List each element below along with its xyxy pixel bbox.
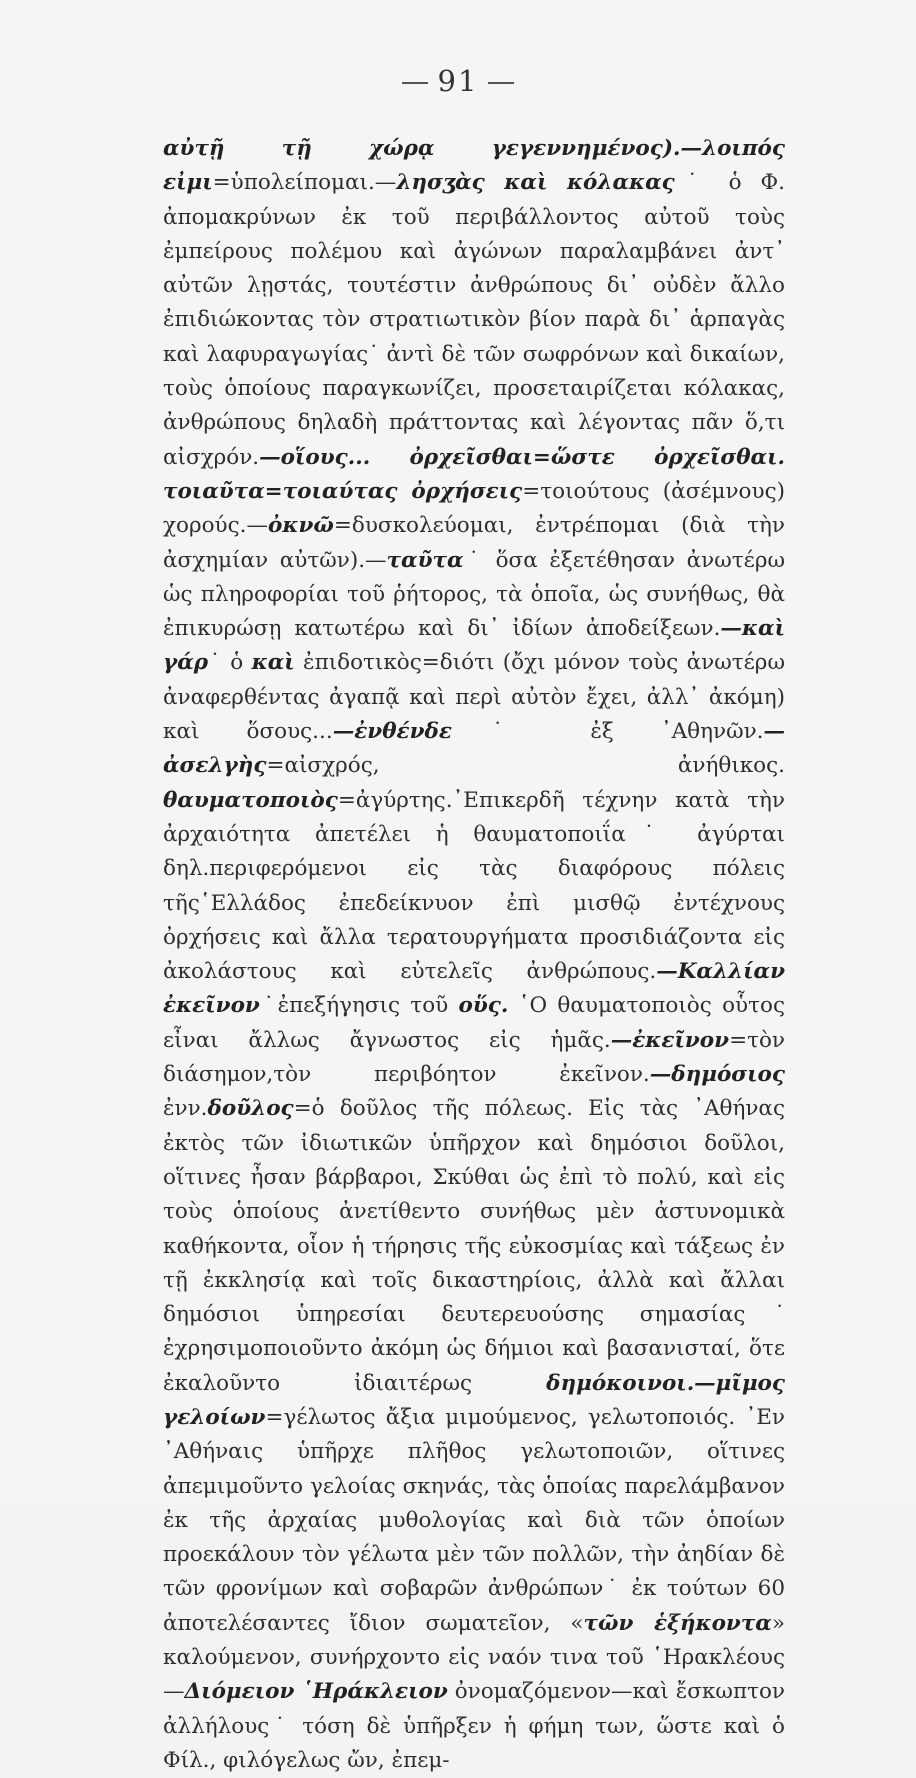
- commentary-text: » καλούμενον, συνήρχοντο εἰς ναόν τινα τοῦ ῾Ηρακλέους—: [163, 1610, 785, 1705]
- commentary-text: =τὸν διάσημον,τὸν περιβόητον ἐκεῖνον.: [163, 1027, 785, 1088]
- lemma-term: —Καλλίαν ἐκεῖνον: [163, 959, 785, 1019]
- header-dash-left: [402, 82, 428, 84]
- commentary-text: ἐνν.: [163, 1096, 208, 1122]
- commentary-text: ˙ἐπεξήγησις τοῦ: [259, 993, 459, 1019]
- commentary-text: =γέλωτος ἄξια μιμούμενος, γελωτοποιός. ᾿Εν ᾿Αθήναις ὑπῆρχε πλῆθος γελωτοποιῶν, οἵτινες ἀπεμιμοῦντο γελοίας σκηνάς, τὰς ὁποίας παρελάμβανον ἐκ τῆς ἀρχαίας μυθολογίας καὶ διὰ τῶν ὁποίων προεκάλουν τὸν γέλωτα μὲν τῶν πολλῶν, τὴν ἀηδίαν δὲ τῶν φρονίμων καὶ σοβαρῶν ἀνθρώπων˙ ἐκ τούτων 60 ἀποτελέσαντες ἴδιον σωματεῖον, «: [163, 1404, 785, 1636]
- lemma-term: τῶν ἑξήκοντα: [583, 1610, 772, 1636]
- commentary-text: =ἀγύρτης.᾿Επικερδῆ τέχνην κατὰ τὴν ἀρχαιότητα ἀπετέλει ἡ θαυματοποιΐα˙ ἀγύρται δηλ.περιφερόμενοι εἰς τὰς διαφόρους πόλεις τῆς῾Ελλάδος ἐπεδείκνυον ἐπὶ μισθῷ ἐντέχνους ὀρχήσεις καὶ ἄλλα τερατουργήματα προσιδιάζοντα εἰς ἀκολάστους καὶ εὐτελεῖς ἀνθρώπους.: [163, 787, 785, 985]
- commentary-text: =ὁ δοῦλος τῆς πόλεως. Εἰς τὰς ᾿Αθήνας ἐκτὸς τῶν ἰδιωτικῶν ὑπῆρχον καὶ δημόσιοι δοῦλοι, οἵτινες ἦσαν βάρβαροι, Σκύθαι ὡς ἐπὶ τὸ πολύ, καὶ εἰς τοὺς ὁποίους ἀνετίθεντο συνήθως μὲν ἀστυνομικὰ καθήκοντα, οἷον ἡ τήρησις τῆς εὐκοσμίας καὶ τάξεως ἐν τῇ ἐκκλησίᾳ καὶ τοῖς δικαστηρίοις, ἀλλὰ καὶ ἄλλαι δημόσιοι ὑπηρεσίαι δευτερευούσης σημασίας˙ ἐχρησιμοποιοῦντο ἀκόμη ὡς δήμιοι καὶ βασανισταί, ὅτε ἐκαλοῦντο ἰδιαιτέρως: [163, 1096, 785, 1396]
- commentary-text: =τοιούτους (ἀσέμνους) χορούς.—: [163, 478, 785, 539]
- page-header: [0, 64, 916, 98]
- commentary-text: ˙ ὁ: [208, 650, 252, 676]
- header-dash-right: [488, 82, 514, 84]
- lemma-term: —οἵους... ὀρχεῖσθαι=ὥστε ὀρχεῖσθαι. τοιαῦτα=τοιαύτας ὀρχήσεις: [163, 444, 785, 504]
- lemma-term: ταῦτα: [386, 547, 464, 573]
- lemma-term: δημόκοινοι.—μῖμος γελοίων: [163, 1370, 785, 1430]
- lemma-term: —ἀσελγὴς: [163, 719, 786, 779]
- commentary-text: ˙ ὁ Φ. ἀπομακρύνων ἐκ τοῦ περιβάλλοντος αὐτοῦ τοὺς ἐμπείρους πολέμου καὶ ἀγώνων παραλαμβάνει ἀντ᾿ αὐτῶν λῃστάς, τουτέστιν ἀνθρώπους δι᾿ οὐδὲν ἄλλο ἐπιδιώκοντας τὸν στρατιωτικὸν βίον παρὰ δι᾿ ἁρπαγὰς καὶ λαφυραγωγίας˙ ἀντὶ δὲ τῶν σωφρόνων καὶ δικαίων, τοὺς ὁποίους παραγκωνίζει, προσεταιρίζεται κόλακας, ἀνθρώπους δηλαδὴ πράττοντας καὶ λέγοντας πᾶν ὅ,τι αἰσχρόν.: [163, 170, 786, 470]
- body-text: [163, 132, 785, 1778]
- lemma-term: θαυματοποιὸς: [163, 787, 338, 813]
- lemma-term: ὀκνῶ: [268, 513, 334, 539]
- lemma-term: καὶ: [251, 650, 295, 676]
- commentary-text: ˙ ἐξ ᾿Αθηνῶν.: [451, 719, 764, 745]
- lemma-term: —ἐνθένδε: [332, 719, 452, 745]
- lemma-term: δοῦλος: [207, 1096, 294, 1122]
- commentary-text: ὀνομαζόμενον—καὶ ἔσκωπτον ἀλλήλους˙ τόση δὲ ὑπῆρξεν ἡ φήμη των, ὥστε καὶ ὁ Φίλ., φιλόγελως ὤν, ἐπεμ-: [163, 1679, 785, 1773]
- commentary-text: ῾Ο θαυματοποιὸς οὗτος εἶναι ἄλλως ἄγνωστος εἰς ἡμᾶς.: [163, 993, 785, 1053]
- commentary-text: ˙ ὅσα ἐξετέθησαν ἀνωτέρω ὡς πληροφορίαι τοῦ ῥήτορος, τὰ ὁποῖα, ὡς συνήθως, θὰ ἐπικυρώσῃ κατωτέρω καὶ δι᾿ ἰδίων ἀποδείξεων.: [163, 547, 785, 642]
- commentary-text: =ὑπολείπομαι.—: [212, 170, 397, 196]
- commentary-text: ἐπιδοτικὸς=διότι (ὄχι μόνον τοὺς ἀνωτέρω ἀναφερθέντας ἀγαπᾷ καὶ περὶ αὐτὸν ἔχει, ἀλλ᾿ ἀκόμη) καὶ ὅσους...: [163, 650, 785, 745]
- lemma-term: οὕς.: [458, 993, 509, 1019]
- commentary-text: =αἰσχρός, ἀνήθικος.: [266, 753, 785, 779]
- commentary-text: =δυσκολεύομαι, ἐντρέπομαι (διὰ τὴν ἀσχημίαν αὐτῶν).—: [163, 513, 785, 573]
- lemma-term: —ἐκεῖνον: [610, 1027, 730, 1053]
- page-number: 91: [437, 64, 479, 98]
- lemma-term: αὐτῇ τῇ χώρᾳ γεγεννημένος).—λοιπός εἰμι: [163, 136, 785, 196]
- lemma-term: —καὶ γάρ: [163, 616, 785, 676]
- lemma-term: λησʒὰς καὶ κόλακας: [396, 170, 675, 196]
- lemma-term: —δημόσιος: [649, 1062, 785, 1088]
- lemma-term: Διόμειον ῾Ηράκλειον: [184, 1679, 448, 1705]
